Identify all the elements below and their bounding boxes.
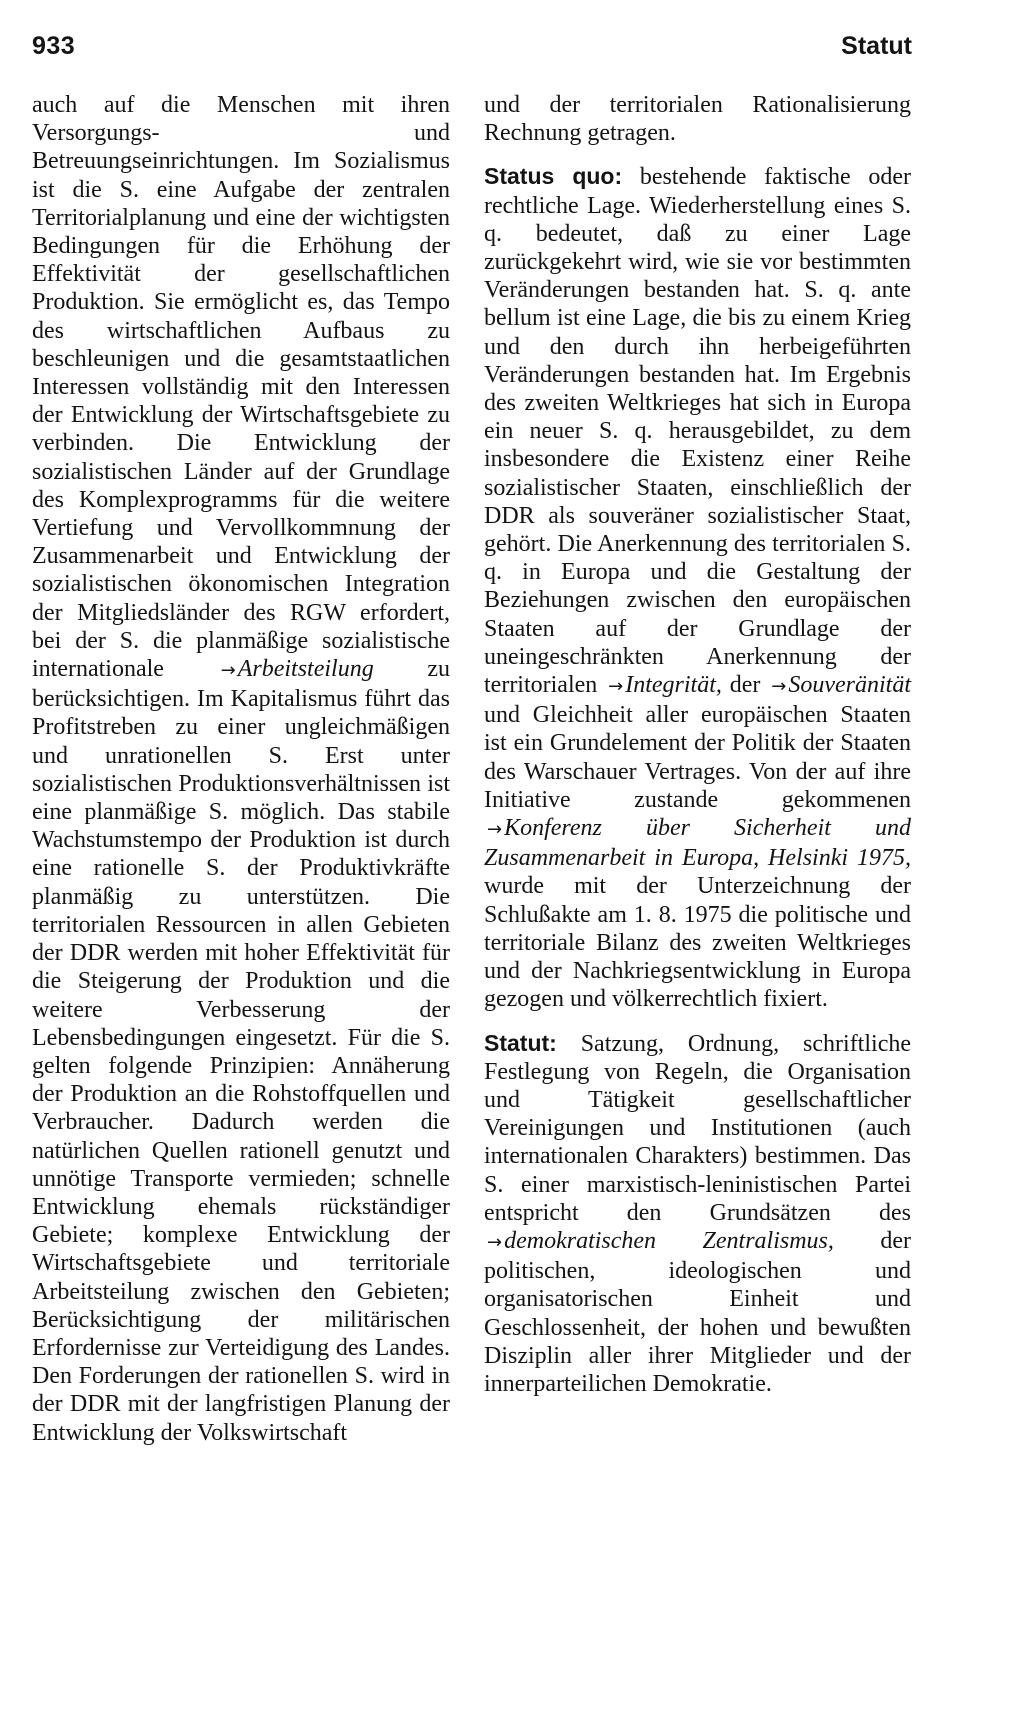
body-text: auch auf die Menschen mit ihren Versorgungs- und Betreuungseinrichtungen. Im Sozialismus ist die S. eine Aufgabe der zentralen Territorialplanung und eine der wichtigsten Bedingungen für die Erhöhung der Effektivität der gesellschaftlichen Produktion. Sie ermöglicht es, das Tempo des wirtschaftlichen Aufbaus zu beschleunigen und die gesamtstaatlichen Interessen vollständig mit den Interessen der Entwicklung der Wirtschaftsgebiete zu verbinden. Die Entwicklung der sozialistischen Länder auf der Grundlage des Komplexprogramms für die weitere Vertiefung und Vervollkommnung der Zusammenarbeit und Entwicklung der sozialistischen ökonomischen Integration der Mitgliedsländer des RGW erfordert, bei der S. die planmäßige sozialistische internationale xyxy=(32,92,450,683)
entry-headword: Status quo: xyxy=(484,163,623,190)
body-text: bestehende faktische oder rechtliche Lage. Wiederherstellung eines S. q. bedeutet, daß zu einer Lage zurückgekehrt wird, wie sie vor bestimmten Veränderungen bestanden hat. S. q. ante bellum ist eine Lage, die bis zu einem Krieg und den durch ihn herbeigeführten Veränderungen bestanden hat. Im Ergebnis des zweiten Weltkrieges hat sich in Europa ein neuer S. q. herausgebildet, zu dem insbesondere die Existenz einer Reihe sozialistischer Staaten, einschließlich der DDR als souveräner sozialistischer Staat, gehört. Die Anerkennung des territorialen S. q. in Europa und die Gestaltung der Beziehungen zwischen den europäischen Staaten auf der Grundlage der uneingeschränkten Anerkennung der territorialen xyxy=(484,164,912,699)
body-text: und Gleichheit aller europäischen Staaten ist ein Grundelement der Politik der Staaten des Warschauer Vertrages. Von der auf ihre Initiative zustande gekommenen xyxy=(484,702,911,813)
right-column xyxy=(484,91,911,1398)
body-text: zu berücksichtigen. Im Kapitalismus führt das Profitstreben zu einer ungleichmäßigen und unrationellen S. Erst unter sozialistischen Produktionsverhältnissen ist eine planmäßige S. möglich. Das stabile Wachstumstempo der Produktion ist durch eine rationelle S. der Produktivkräfte planmäßig zu unterstützen. Die territorialen Ressourcen in allen Gebieten der DDR werden mit hoher Effektivität für die Steigerung der Produktion und die weitere Verbesserung der Lebensbedingungen eingesetzt. Für die S. gelten folgende Prinzipien: Annäherung der Produktion an die Rohstoffquellen und Verbraucher. Dadurch werden die natürlichen Quellen rationell genutzt und unnötige Transporte vermieden; schnelle Entwicklung ehemals rückständiger Gebiete; komplexe Entwicklung der Wirtschaftsgebiete und territoriale Arbeitsteilung zwischen den Gebieten; Berücksichtigung der militärischen Erfordernisse zur Verteidigung des Landes. Den Forderungen der rationellen S. wird in der DDR mit der langfristigen Planung der Entwicklung der Volkswirtschaft xyxy=(32,656,450,1446)
body-text: Satzung, Ordnung, schriftliche Festlegung von Regeln, die Organisation und Tätigkeit gesellschaftlicher Vereinigungen und Institutionen (auch internationalen Charakters) bestimmen. Das S. einer marxistisch-leninistischen Partei entspricht den Grundsätzen des xyxy=(484,1030,911,1226)
page-header xyxy=(32,32,912,72)
body-text: wurde mit der Unterzeichnung der Schlußakte am 1. 8. 1975 die politische und territoriale Bilanz des zweiten Weltkrieges und der Nachkriegsentwicklung in Europa gezogen und völkerrechtlich fixiert. xyxy=(484,873,911,1013)
entry-continuation-paragraph xyxy=(484,91,911,147)
cross-reference-arrow-icon: → xyxy=(771,676,786,698)
cross-reference[interactable]: Souveränität xyxy=(788,672,912,699)
body-text: der xyxy=(729,672,761,699)
running-head: Statut xyxy=(841,32,912,60)
entry-statut xyxy=(484,1029,911,1399)
cross-reference-arrow-icon: → xyxy=(487,1231,502,1253)
body-text: und der territorialen Rationalisierung Rechnung getragen. xyxy=(484,92,911,147)
entry-headword: Statut: xyxy=(484,1029,557,1056)
cross-reference-arrow-icon: → xyxy=(220,660,235,682)
body-text: der politischen, ideologischen und organisatorischen Einheit und Geschlossenheit, der hohen und bewußten Disziplin aller ihrer Mitglieder und der innerparteilichen Demokratie. xyxy=(484,1227,911,1397)
left-column xyxy=(32,91,450,1447)
page-number: 933 xyxy=(32,32,76,60)
cross-reference-arrow-icon: → xyxy=(608,676,623,698)
cross-reference[interactable]: Konferenz über Sicherheit und Zusammenarbeit in Europa, Helsinki 1975, xyxy=(484,815,911,872)
entry-status-quo xyxy=(484,162,911,1013)
cross-reference[interactable]: demokratischen Zentralismus, xyxy=(504,1227,834,1254)
cross-reference[interactable]: Integrität, xyxy=(625,672,722,699)
cross-reference[interactable]: Arbeitsteilung xyxy=(237,656,374,683)
entry-continuation-paragraph xyxy=(32,91,450,1447)
cross-reference-arrow-icon: → xyxy=(487,819,502,841)
